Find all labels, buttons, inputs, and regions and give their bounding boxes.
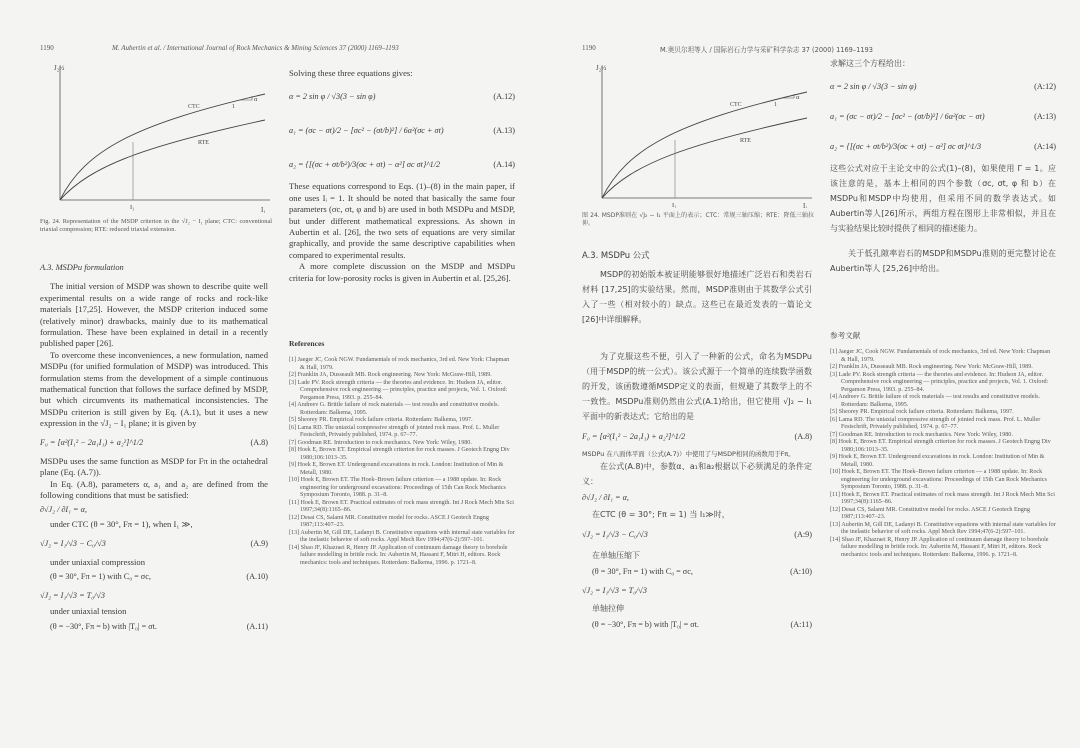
condition-text: 在单轴压缩下: [592, 551, 640, 561]
section-heading: A.3. MSDPu formulation: [40, 263, 124, 272]
condition-text: under CTC (θ = 30°, Fπ = 1), when I₁ ≫,: [50, 519, 193, 530]
one-label: 1: [774, 102, 777, 108]
paragraph: MSDPu uses the same function as MSDP for Fπ in the octahedral plane (Eq. (A.7)).: [40, 455, 268, 478]
right-page: [540, 0, 1080, 748]
alpha-label: α: [796, 94, 800, 101]
equation-a14: [289, 147, 515, 181]
paragraph: The initial version of MSDP was shown to describe quite well experimental results on a wide range of rocks and rock-like materials [17,25]. However, the MSDP criterion induced some (relatively minor) drawbacks, mainly due to its mathematical formulation. These have been explained in detail in a recently published paper [26].: [40, 281, 268, 349]
reference-item: [4] Andreev G. Brittle failure of rock materials — test results and constitutive models. Rotterdam: Balkema, 1995.: [289, 402, 500, 416]
reference-item: [7] Goodman RE. Introduction to rock mechanics. New York: Wiley, 1980.: [830, 431, 1013, 438]
page-number: 1190: [582, 44, 596, 52]
equation-formula: ∂√J₂ / ∂I₁ = α,: [40, 505, 87, 515]
x-axis-label: I₁: [803, 202, 808, 208]
left-column-2: [289, 68, 515, 284]
equation-a9: [40, 531, 268, 557]
condition-text: under uniaxial compression: [50, 556, 145, 567]
reference-item: [14] Shao JF, Khazraei R, Henry JP. Application of continuum damage theory to borehole failure modelling in brittle rock. In: Aubertin M, Hassani F, Mitri H, editors. Rock mechanics: tools and techniques. Rotterdam: Balkema, 1996. p. 1721–8.: [830, 536, 1049, 558]
running-head: M.奥贝尔坦等人 / 国际岩石力学与采矿科学杂志 37 (2000) 1169–1193: [660, 46, 873, 54]
figure-24: [40, 58, 275, 213]
references-title: References: [289, 339, 325, 348]
reference-item: [7] Goodman RE. Introduction to rock mechanics. New York: Wiley, 1980.: [289, 439, 472, 446]
paragraph: 求解这三个方程给出：: [830, 59, 910, 68]
paragraph: MSDP的初始版本被证明能够很好地描述广泛岩石和类岩石材料 [17,25]的实验结果。然而，MSDP准则由于其数学公式引入了一些（相对较小的）缺点。这些已在最近发表的一篇论文 [26]中详细解释。: [582, 270, 812, 325]
reference-item: [5] Sheorey PR. Empirical rock failure criteria. Rotterdam: Balkema, 1997.: [289, 417, 473, 424]
figure-24: [582, 58, 817, 208]
equation-number: (A.10): [246, 572, 268, 582]
reference-item: [13] Aubertin M, Gill DE, Ladanyi B. Constitutive equations with internal state variables for the inelastic behavior of soft rocks. Appl Mech Rev 1994;47(6-2):597–101.: [830, 521, 1056, 536]
paragraph: To overcome these inconveniences, a new formulation, named MSDPu (for unified formulation of MSDP) was introduced. This formulation stems from the development of a simple continuous mathematical function that follows the surface defined by MSDP, but which circumvents its mathematical inconsistencies. The MSDPu criterion is still given by Eq. (A.1), but it uses a new expression in the √J₂ − I₁ plane; it is given by: [40, 349, 268, 429]
equation-number: (A.13): [493, 126, 515, 136]
condition-1: [40, 501, 268, 519]
equation-number: (A.8): [250, 437, 268, 447]
equation-a14: [830, 131, 1056, 161]
y-axis-label: J₂½: [54, 64, 65, 72]
equation-number: (A.8): [794, 432, 812, 442]
equation-formula: a₂ = {[(σc + σt/b²)/3(σc + σt) − α²] σc σt}^1/2: [289, 160, 441, 170]
x-tick: I₁: [130, 204, 135, 211]
reference-item: [8] Hoek E, Brown ET. Empirical strength criterion for rock masses. J Geotech Engng Div 1980;106:1013–35.: [830, 439, 1051, 453]
equation-a11: [582, 616, 812, 634]
equation-a10: [40, 586, 268, 606]
equation-number: (A:10): [790, 567, 812, 577]
ctc-label: CTC: [730, 102, 742, 108]
equation-number: (A:9): [794, 530, 812, 540]
alpha-label: α: [254, 96, 258, 103]
reference-item: [5] Sheorey PR. Empirical rock failure criteria. Rotterdam: Balkema, 1997.: [830, 409, 1014, 416]
equation-formula: (θ = −30°, Fπ = b) with |T₀| = σt.: [592, 620, 699, 630]
equation-formula: a₂ = {[(σc + σt/b²)/3(σc + σt) − α²] σc σt}^1/3: [830, 142, 982, 151]
reference-item: [3] Lade PV. Rock strength criteria — the theories and evidence. In: Hudson JA, editor. Comprehensive rock engineering — principles, practice and projects, Vol. 1. Oxford: Pergamon Press, 1993. p. 255–84.: [289, 379, 508, 401]
paragraph: 在公式(A.8)中，参数α、a₁和a₂根据以下必须满足的条件定义：: [582, 462, 812, 487]
right-column-2: [830, 56, 1056, 276]
equation-formula: (θ = 30°, Fπ = 1) with C₀ = σc,: [592, 567, 693, 577]
paragraph: In Eq. (A.8), parameters α, a₁ and a₂ are defined from the following conditions that must be satisfied:: [40, 478, 268, 500]
reference-item: [10] Hoek E, Brown ET. The Hoek–Brown failure criterion — a 1988 update. In: Rock engineering for underground excavations: Proceedings of 15th Can Rock Mechanics Symposium Toronto, 1988. p. 31–8.: [830, 469, 1047, 491]
equation-a8: [582, 424, 812, 450]
equation-number: (A.12): [493, 92, 515, 102]
rte-label: RTE: [740, 138, 751, 144]
reference-item: [9] Hoek E, Brown ET. Underground excavations in rock. London: Institution of Min & Metall, 1980.: [830, 454, 1045, 468]
reference-item: [2] Franklin JA, Dusseault MB. Rock engineering. New York: McGraw-Hill, 1989.: [289, 372, 492, 379]
condition-text: under uniaxial tension: [50, 606, 127, 617]
reference-item: [11] Hoek E, Brown ET. Practical estimates of rock mass strength. Int J Rock Mech Min Sci 1997;34(8):1165–86.: [830, 491, 1055, 506]
paragraph: A more complete discussion on the MSDP and MSDPu criteria for low-porosity rocks is given in Aubertin et al. [25,26].: [289, 261, 515, 283]
equation-number: (A.14): [493, 160, 515, 170]
equation-number: (A:14): [1034, 142, 1056, 151]
equation-formula: α = 2 sin φ / √3(3 − sin φ): [830, 82, 917, 91]
reference-item: [6] Lama RD. The uniaxial compressive strength of jointed rock mass. Prof. L. Muller Festschrift, Privately published, 1974. p. 67–77.: [289, 424, 500, 439]
equation-formula: ∂√J₂ / ∂I₁ = α,: [582, 493, 629, 503]
right-column-1: [582, 250, 812, 634]
equation-formula: (θ = 30°, Fπ = 1) with C₀ = σc,: [50, 572, 151, 582]
references: [289, 338, 515, 567]
equation-a10-cond: [40, 568, 268, 586]
reference-item: [3] Lade PV. Rock strength criteria — the theories and evidence. In: Hudson JA, editor. Comprehensive rock engineering — principles, practice and projects, Vol. 1. Oxford: Pergamon Press, 1993. p. 255–84.: [830, 371, 1049, 393]
equation-formula: √J₂ = I₁/√3 − C₀/√3: [40, 538, 106, 548]
left-column-1: [40, 262, 268, 636]
rte-label: RTE: [198, 140, 209, 146]
equation-a12: [289, 79, 515, 113]
reference-item: [8] Hoek E, Brown ET. Empirical strength criterion for rock masses. J Geotech Engng Div 1980;106:1013–35.: [289, 447, 510, 461]
x-axis-label: I₁: [261, 206, 266, 213]
references: [830, 330, 1056, 559]
one-label: 1: [232, 104, 235, 110]
reference-item: [11] Hoek E, Brown ET. Practical estimates of rock mass strength. Int J Rock Mech Min Sci 1997;34(8):1165–86.: [289, 499, 514, 514]
equation-formula: √J₂ = I₁/√3 − C₀/√3: [582, 530, 648, 540]
equation-a12: [830, 71, 1056, 101]
equation-formula: α = 2 sin φ / √3(3 − sin φ): [289, 92, 376, 102]
equation-number: (A.11): [246, 621, 268, 631]
figure-caption: 图 24. MSDP准则在 √J₂ − I₁ 平面上的表示；CTC：常规三轴压缩；RTE：降低三轴拉伸。: [582, 212, 814, 227]
equation-formula: a₁ = (σc − σt)/2 − [σc² − (σt/b)²] / 6α²(σc − σt): [830, 112, 985, 121]
condition-text: 在CTC (θ = 30°; Fπ = 1) 当 I₁≫时，: [592, 510, 730, 520]
reference-item: [14] Shao JF, Khazraei R, Henry JP. Application of continuum damage theory to borehole failure modelling in brittle rock. In: Aubertin M, Hassani F, Mitri H, editors. Rock mechanics: tools and techniques. Rotterdam: Balkema, 1996. p. 1721–8.: [289, 544, 508, 566]
equation-a13: [830, 101, 1056, 131]
paragraph: Solving these three equations gives:: [289, 68, 413, 78]
figure-caption: Fig. 24. Representation of the MSDP criterion in the √J₂ − I₁ plane; CTC: conventional triaxial compression; RTE: reduced triaxial extension.: [40, 218, 272, 233]
condition-text: 单轴拉伸: [592, 604, 624, 614]
equation-a11: [40, 618, 268, 636]
equation-formula: F₀ = [α²(I₁² − 2a₁I₁) + a₂²]^1/2: [40, 437, 144, 447]
section-heading: A.3. MSDPu 公式: [582, 250, 650, 260]
references-title: 参考文献: [830, 331, 861, 340]
reference-item: [12] Desai CS, Salami MR. Constitutive model for rocks. ASCE J Geotech Engng 1987;113:407–23.: [289, 514, 489, 529]
x-tick: I₁: [672, 202, 677, 208]
paragraph: 为了克服这些不便，引入了一种新的公式，命名为MSDPu（用于MSDP的统一公式）。该公式源于一个简单的连续数学函数的开发，该函数遵循MSDP定义的表面，但规避了其数学上的不一致性。MSDPu准则仍然由公式(A.1)给出，但它使用 √J₂ − I₁ 平面中的新表达式；它给出的是: [582, 352, 812, 422]
rte-curve: [602, 118, 807, 198]
equation-a10: [582, 581, 812, 601]
reference-item: [12] Desai CS, Salami MR. Constitutive model for rocks. ASCE J Geotech Engng 1987;113:407–23.: [830, 506, 1030, 521]
equation-number: (A:11): [790, 620, 812, 630]
reference-item: [1] Jaeger JC, Cook NGW. Fundamentals of rock mechanics, 3rd ed. New York: Chapman & Hall, 1979.: [830, 349, 1051, 363]
reference-item: [4] Andreev G. Brittle failure of rock materials — test results and constitutive models. Rotterdam: Balkema, 1995.: [830, 394, 1041, 408]
equation-formula: (θ = −30°, Fπ = b) with |T₀| = σt.: [50, 621, 157, 631]
rte-curve: [60, 120, 265, 200]
equation-formula: F₀ = [α²(I₁² − 2a₁I₁) + a₂²]^1/2: [582, 432, 686, 442]
reference-item: [1] Jaeger JC, Cook NGW. Fundamentals of rock mechanics, 3rd ed. New York: Chapman & Hall, 1979.: [289, 357, 510, 371]
condition-1: [582, 489, 812, 507]
equation-a9: [582, 522, 812, 548]
reference-item: [2] Franklin JA, Dusseault MB. Rock engineering. New York: McGraw-Hill, 1989.: [830, 364, 1033, 371]
reference-item: [6] Lama RD. The uniaxial compressive strength of jointed rock mass. Prof. L. Muller Festschrift, Privately published, 1974. p. 67–77.: [830, 416, 1041, 431]
equation-a10-cond: [582, 563, 812, 581]
y-axis-label: J₂½: [596, 64, 607, 72]
equation-number: (A:12): [1034, 82, 1056, 91]
equation-a13: [289, 113, 515, 147]
equation-number: (A.9): [250, 538, 268, 548]
paragraph: These equations correspond to Eqs. (1)–(8) in the main paper, if one uses Iᵢ = 1. It should be noted that basically the same four parameters (σc, σt, φ and b) are used in both MSDPu and MSDP, but under different mathematical expressions. As shown in Aubertin et al. [26], the two sets of equations are very similar graphically, and provide the same descriptive capabilities when compared to experimental results.: [289, 181, 515, 260]
running-head: M. Aubertin et al. / International Journal of Rock Mechanics & Mining Sciences 37 (2000) 1169–1193: [112, 44, 399, 52]
paragraph: 这些公式对应于主论文中的公式(1)–(8)，如果使用 Γ = 1。应该注意的是，基本上相同的四个参数（σc, σt, φ 和 b）在MSDPu和MSDP中均使用，但采用不同的数学表达式。如Aubertin等人[26]所示，两组方程在图形上非常相似，并且在与实验结果比较时提供了相同的描述能力。: [830, 164, 1056, 233]
paragraph: 关于低孔隙率岩石的MSDP和MSDPu准则的更完整讨论在Aubertin等人 [25,26]中给出。: [830, 249, 1056, 273]
equation-formula: √J₂ = I₁/√3 = T₀/√3: [582, 586, 647, 596]
reference-item: [13] Aubertin M, Gill DE, Ladanyi B. Constitutive equations with internal state variables for the inelastic behavior of soft rocks. Appl Mech Rev 1994;47(6-2):597–101.: [289, 529, 515, 544]
reference-item: [10] Hoek E, Brown ET. The Hoek–Brown failure criterion — a 1988 update. In: Rock engineering for underground excavations: Proceedings of 15th Can Rock Mechanics Symposium Toronto, 1988. p. 31–8.: [289, 477, 506, 499]
page-number: 1190: [40, 44, 54, 52]
equation-a8: [40, 430, 268, 456]
ctc-label: CTC: [188, 104, 200, 110]
equation-formula: √J₂ = I₁/√3 = T₀/√3: [40, 591, 105, 601]
reference-item: [9] Hoek E, Brown ET. Underground excavations in rock. London: Institution of Min & Metall, 1980.: [289, 462, 504, 476]
equation-formula: a₁ = (σc − σt)/2 − [σc² − (σt/b)²] / 6α²(σc + σt): [289, 126, 444, 136]
equation-number: (A:13): [1034, 112, 1056, 121]
paragraph: MSDPu 在八面体平面（公式(A.7)）中使用了与MSDP相同的函数用于Fπ。: [582, 450, 795, 459]
